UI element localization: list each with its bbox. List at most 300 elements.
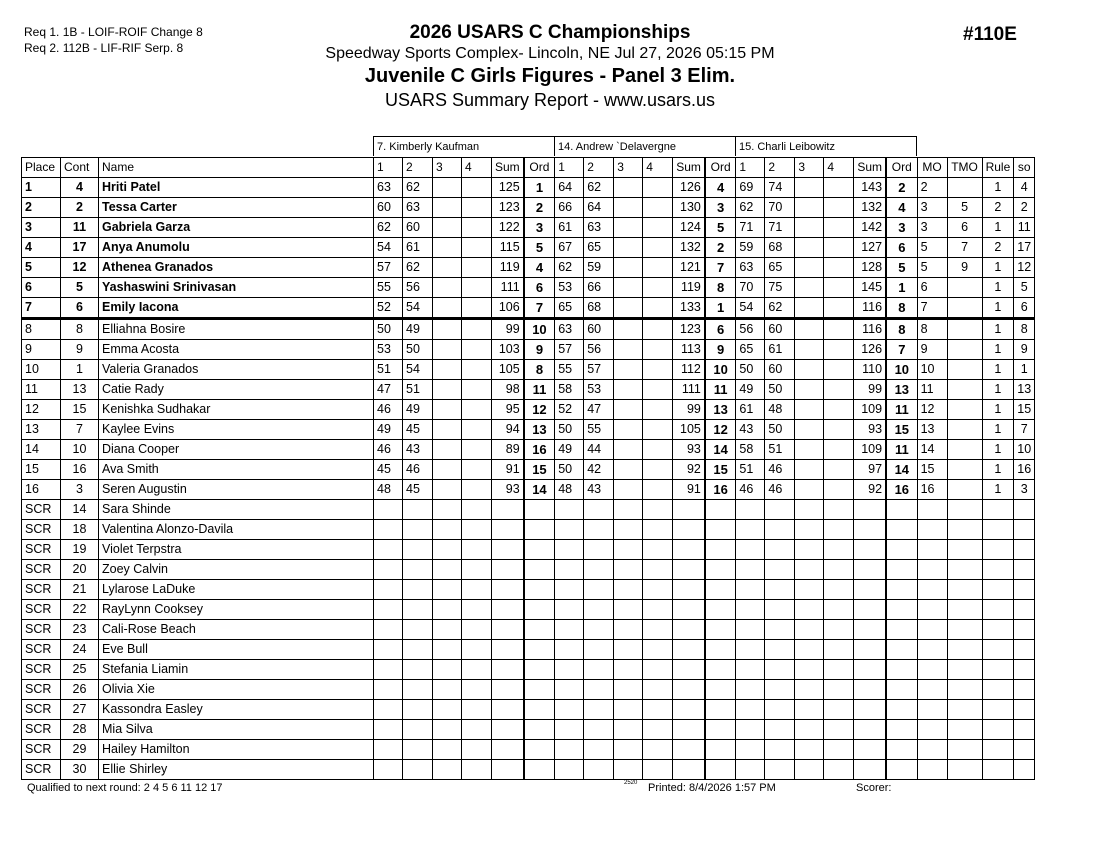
table-row [22, 298, 1035, 319]
score-cell [403, 500, 433, 520]
tmo-cell [947, 319, 982, 340]
table-row [22, 580, 1035, 600]
score-cell [584, 680, 614, 700]
sum-cell [673, 660, 705, 680]
sum-cell [854, 600, 886, 620]
sum-cell: 92 [673, 460, 705, 480]
score-cell: 51 [403, 380, 433, 400]
place-cell: 2 [22, 198, 61, 218]
table-row [22, 620, 1035, 640]
tmo-cell [947, 760, 982, 780]
score-cell [643, 700, 673, 720]
score-cell [795, 660, 824, 680]
sum-cell: 126 [673, 178, 705, 198]
tmo-cell [947, 500, 982, 520]
mo-cell: 11 [917, 380, 947, 400]
score-cell [433, 660, 462, 680]
mo-cell: 5 [917, 258, 947, 278]
score-cell [614, 218, 643, 238]
scorer-label: Scorer: [856, 782, 892, 794]
score-cell: 48 [374, 480, 403, 500]
score-cell [795, 440, 824, 460]
score-cell: 68 [584, 298, 614, 319]
score-cell [824, 360, 854, 380]
score-cell [614, 258, 643, 278]
sum-cell [492, 500, 524, 520]
sum-cell: 121 [673, 258, 705, 278]
score-cell: 63 [403, 198, 433, 218]
score-cell [824, 640, 854, 660]
ordinal-cell [705, 620, 736, 640]
score-cell: 54 [374, 238, 403, 258]
sum-cell: 89 [492, 440, 524, 460]
score-cell: 66 [555, 198, 584, 218]
score-cell [614, 580, 643, 600]
table-row [22, 460, 1035, 480]
score-cell: 43 [736, 420, 765, 440]
score-cell [462, 460, 492, 480]
place-cell: SCR [22, 640, 61, 660]
judges-header [373, 136, 917, 156]
place-cell: 13 [22, 420, 61, 440]
score-cell: 62 [736, 198, 765, 218]
score-cell: 71 [765, 218, 795, 238]
score-cell [433, 440, 462, 460]
score-cell: 45 [403, 420, 433, 440]
rule-cell [982, 620, 1014, 640]
score-cell: 58 [555, 380, 584, 400]
ordinal-cell [886, 560, 917, 580]
score-cell: 46 [403, 460, 433, 480]
skater-name-cell: Athenea Granados [99, 258, 374, 278]
sum-cell [492, 740, 524, 760]
rule-cell: 1 [982, 420, 1014, 440]
ordinal-cell: 13 [524, 420, 555, 440]
contestant-number-cell: 5 [61, 278, 99, 298]
score-cell: 68 [765, 238, 795, 258]
score-cell [555, 660, 584, 680]
score-cell [433, 580, 462, 600]
score-cell: 49 [736, 380, 765, 400]
score-cell [462, 298, 492, 319]
score-cell [374, 600, 403, 620]
score-cell [462, 258, 492, 278]
score-cell [795, 580, 824, 600]
sum-cell [854, 740, 886, 760]
score-cell [614, 340, 643, 360]
score-cell: 69 [736, 178, 765, 198]
score-cell: 66 [584, 278, 614, 298]
contestant-number-cell: 16 [61, 460, 99, 480]
ordinal-cell: 1 [705, 298, 736, 319]
contestant-number-cell: 26 [61, 680, 99, 700]
report-code: 2520 [624, 780, 638, 786]
score-cell [765, 540, 795, 560]
rule-cell: 2 [982, 198, 1014, 218]
score-cell [824, 420, 854, 440]
score-cell [584, 620, 614, 640]
sum-cell [673, 760, 705, 780]
place-cell: 16 [22, 480, 61, 500]
contestant-number-cell: 18 [61, 520, 99, 540]
score-cell [765, 580, 795, 600]
score-cell [433, 680, 462, 700]
sum-cell: 125 [492, 178, 524, 198]
score-cell [736, 720, 765, 740]
sum-cell: 116 [854, 319, 886, 340]
score-cell: 57 [584, 360, 614, 380]
contestant-number-cell: 24 [61, 640, 99, 660]
sum-cell: 132 [854, 198, 886, 218]
score-cell: 60 [584, 319, 614, 340]
score-cell: 49 [374, 420, 403, 440]
score-cell [765, 640, 795, 660]
skater-name-cell: Hailey Hamilton [99, 740, 374, 760]
ordinal-cell: 6 [705, 319, 736, 340]
score-cell [403, 720, 433, 740]
sum-cell: 132 [673, 238, 705, 258]
score-cell [614, 700, 643, 720]
mo-cell: 13 [917, 420, 947, 440]
so-cell [1014, 620, 1035, 640]
table-row [22, 218, 1035, 238]
score-cell [403, 740, 433, 760]
score-cell [555, 720, 584, 740]
table-row [22, 360, 1035, 380]
mo-cell [917, 700, 947, 720]
ordinal-cell [705, 660, 736, 680]
header-judge1-sum: Sum [492, 158, 524, 178]
tmo-cell [947, 400, 982, 420]
sum-cell: 123 [492, 198, 524, 218]
mo-cell [917, 680, 947, 700]
place-cell: SCR [22, 500, 61, 520]
sum-cell: 128 [854, 258, 886, 278]
score-cell [824, 400, 854, 420]
score-cell: 63 [584, 218, 614, 238]
score-cell [824, 380, 854, 400]
score-cell [555, 500, 584, 520]
score-cell [795, 198, 824, 218]
ordinal-cell [524, 740, 555, 760]
score-cell [614, 760, 643, 780]
sum-cell [673, 520, 705, 540]
score-cell [433, 278, 462, 298]
score-cell [462, 440, 492, 460]
score-cell: 48 [765, 400, 795, 420]
so-cell [1014, 520, 1035, 540]
ordinal-cell [705, 680, 736, 700]
score-cell [555, 540, 584, 560]
score-cell [433, 340, 462, 360]
sum-cell: 116 [854, 298, 886, 319]
sum-cell [492, 660, 524, 680]
sum-cell: 145 [854, 278, 886, 298]
place-cell: 5 [22, 258, 61, 278]
place-cell: SCR [22, 600, 61, 620]
table-row [22, 640, 1035, 660]
score-cell [824, 178, 854, 198]
header-name: Name [99, 158, 374, 178]
sum-cell: 91 [492, 460, 524, 480]
place-cell: SCR [22, 540, 61, 560]
score-cell [614, 620, 643, 640]
skater-name-cell: Olivia Xie [99, 680, 374, 700]
sum-cell [673, 600, 705, 620]
score-cell [736, 580, 765, 600]
score-cell: 56 [736, 319, 765, 340]
score-cell: 65 [765, 258, 795, 278]
header-judge2-ord: Ord [705, 158, 736, 178]
score-cell [643, 278, 673, 298]
so-cell [1014, 760, 1035, 780]
header-judge1-s2: 2 [403, 158, 433, 178]
mo-cell [917, 560, 947, 580]
tmo-cell [947, 680, 982, 700]
skater-name-cell: Ellie Shirley [99, 760, 374, 780]
tmo-cell [947, 340, 982, 360]
sum-cell: 109 [854, 440, 886, 460]
mo-cell [917, 520, 947, 540]
rule-cell [982, 660, 1014, 680]
sum-cell: 112 [673, 360, 705, 380]
score-cell: 50 [555, 420, 584, 440]
score-cell [614, 278, 643, 298]
score-cell: 70 [736, 278, 765, 298]
tmo-cell [947, 298, 982, 319]
tmo-cell [947, 278, 982, 298]
mo-cell [917, 640, 947, 660]
place-cell: 6 [22, 278, 61, 298]
ordinal-cell [886, 520, 917, 540]
so-cell [1014, 660, 1035, 680]
score-cell: 55 [555, 360, 584, 380]
sum-cell [854, 640, 886, 660]
score-cell: 67 [555, 238, 584, 258]
score-cell: 46 [374, 440, 403, 460]
header-judge3-s3: 3 [795, 158, 824, 178]
score-cell: 62 [374, 218, 403, 238]
mo-cell [917, 740, 947, 760]
score-cell [584, 700, 614, 720]
skater-name-cell: RayLynn Cooksey [99, 600, 374, 620]
place-cell: SCR [22, 620, 61, 640]
ordinal-cell: 13 [886, 380, 917, 400]
contestant-number-cell: 9 [61, 340, 99, 360]
score-cell: 57 [374, 258, 403, 278]
ordinal-cell: 11 [886, 400, 917, 420]
tmo-cell [947, 360, 982, 380]
ordinal-cell: 1 [886, 278, 917, 298]
place-cell: SCR [22, 720, 61, 740]
score-cell [643, 440, 673, 460]
header-judge1-ord: Ord [524, 158, 555, 178]
score-cell [555, 700, 584, 720]
ordinal-cell: 5 [524, 238, 555, 258]
score-cell [824, 319, 854, 340]
score-cell [824, 440, 854, 460]
header-so: so [1014, 158, 1035, 178]
contestant-number-cell: 6 [61, 298, 99, 319]
score-cell: 53 [374, 340, 403, 360]
score-cell [736, 540, 765, 560]
score-cell [765, 660, 795, 680]
score-cell: 55 [374, 278, 403, 298]
skater-name-cell: Hriti Patel [99, 178, 374, 198]
sum-cell: 110 [854, 360, 886, 380]
score-cell: 75 [765, 278, 795, 298]
tmo-cell [947, 420, 982, 440]
ordinal-cell: 7 [524, 298, 555, 319]
skater-name-cell: Kenishka Sudhakar [99, 400, 374, 420]
score-cell [795, 319, 824, 340]
score-cell: 54 [736, 298, 765, 319]
score-cell [795, 640, 824, 660]
contestant-number-cell: 28 [61, 720, 99, 740]
sum-cell [492, 580, 524, 600]
sum-cell: 113 [673, 340, 705, 360]
rule-cell: 1 [982, 278, 1014, 298]
score-cell [795, 700, 824, 720]
rule-cell: 1 [982, 480, 1014, 500]
ordinal-cell: 13 [705, 400, 736, 420]
score-cell [643, 680, 673, 700]
score-cell: 61 [555, 218, 584, 238]
skater-name-cell: Tessa Carter [99, 198, 374, 218]
ordinal-cell [886, 580, 917, 600]
so-cell [1014, 600, 1035, 620]
sum-cell [492, 540, 524, 560]
mo-cell: 12 [917, 400, 947, 420]
score-cell: 63 [374, 178, 403, 198]
sum-cell: 99 [854, 380, 886, 400]
sum-cell: 93 [854, 420, 886, 440]
ordinal-cell [524, 560, 555, 580]
score-cell [403, 760, 433, 780]
score-cell [433, 720, 462, 740]
so-cell: 17 [1014, 238, 1035, 258]
sum-cell: 124 [673, 218, 705, 238]
ordinal-cell [705, 560, 736, 580]
score-cell [614, 720, 643, 740]
sum-cell [854, 680, 886, 700]
ordinal-cell [886, 760, 917, 780]
sum-cell [854, 500, 886, 520]
ordinal-cell: 8 [705, 278, 736, 298]
score-cell [736, 760, 765, 780]
ordinal-cell [524, 600, 555, 620]
score-cell: 64 [584, 198, 614, 218]
score-cell [462, 500, 492, 520]
so-cell: 11 [1014, 218, 1035, 238]
place-cell: 14 [22, 440, 61, 460]
score-cell: 62 [403, 178, 433, 198]
score-cell [462, 520, 492, 540]
ordinal-cell: 16 [886, 480, 917, 500]
ordinal-cell: 15 [705, 460, 736, 480]
score-cell [555, 740, 584, 760]
place-cell: 9 [22, 340, 61, 360]
score-cell [555, 520, 584, 540]
score-cell [433, 420, 462, 440]
score-cell [462, 400, 492, 420]
score-cell [433, 198, 462, 218]
sum-cell [492, 700, 524, 720]
score-cell: 62 [584, 178, 614, 198]
ordinal-cell: 2 [705, 238, 736, 258]
tmo-cell: 7 [947, 238, 982, 258]
ordinal-cell: 6 [886, 238, 917, 258]
skater-name-cell: Eve Bull [99, 640, 374, 660]
score-cell: 60 [403, 218, 433, 238]
score-cell [643, 400, 673, 420]
so-cell [1014, 700, 1035, 720]
score-cell [433, 360, 462, 380]
tmo-cell [947, 520, 982, 540]
header-judge3-s2: 2 [765, 158, 795, 178]
score-cell [374, 760, 403, 780]
place-cell: SCR [22, 680, 61, 700]
score-cell [584, 600, 614, 620]
score-cell: 57 [555, 340, 584, 360]
score-cell: 63 [736, 258, 765, 278]
ordinal-cell: 6 [524, 278, 555, 298]
score-cell [643, 340, 673, 360]
score-cell: 46 [765, 460, 795, 480]
rule-cell [982, 560, 1014, 580]
place-cell: SCR [22, 740, 61, 760]
score-cell [614, 298, 643, 319]
so-cell: 1 [1014, 360, 1035, 380]
table-row [22, 420, 1035, 440]
place-cell: SCR [22, 580, 61, 600]
score-cell [462, 700, 492, 720]
sum-cell: 126 [854, 340, 886, 360]
score-cell [374, 660, 403, 680]
ordinal-cell: 11 [886, 440, 917, 460]
score-cell [433, 400, 462, 420]
table-row [22, 238, 1035, 258]
report-title: USARS Summary Report - www.usars.us [384, 90, 716, 110]
ordinal-cell: 12 [524, 400, 555, 420]
contestant-number-cell: 2 [61, 198, 99, 218]
sum-cell: 92 [854, 480, 886, 500]
table-row [22, 400, 1035, 420]
sum-cell: 111 [673, 380, 705, 400]
contestant-number-cell: 4 [61, 178, 99, 198]
sum-cell [854, 560, 886, 580]
ordinal-cell [524, 700, 555, 720]
score-cell [643, 560, 673, 580]
ordinal-cell [886, 660, 917, 680]
so-cell: 8 [1014, 319, 1035, 340]
tmo-cell [947, 700, 982, 720]
table-row [22, 278, 1035, 298]
ordinal-cell [524, 540, 555, 560]
score-cell [795, 760, 824, 780]
ordinal-cell: 7 [886, 340, 917, 360]
ordinal-cell [886, 500, 917, 520]
so-cell [1014, 720, 1035, 740]
score-cell: 49 [403, 319, 433, 340]
so-cell: 5 [1014, 278, 1035, 298]
score-cell [643, 218, 673, 238]
tmo-cell [947, 620, 982, 640]
skater-name-cell: Emma Acosta [99, 340, 374, 360]
score-cell [765, 760, 795, 780]
ordinal-cell: 3 [705, 198, 736, 218]
place-cell: 12 [22, 400, 61, 420]
